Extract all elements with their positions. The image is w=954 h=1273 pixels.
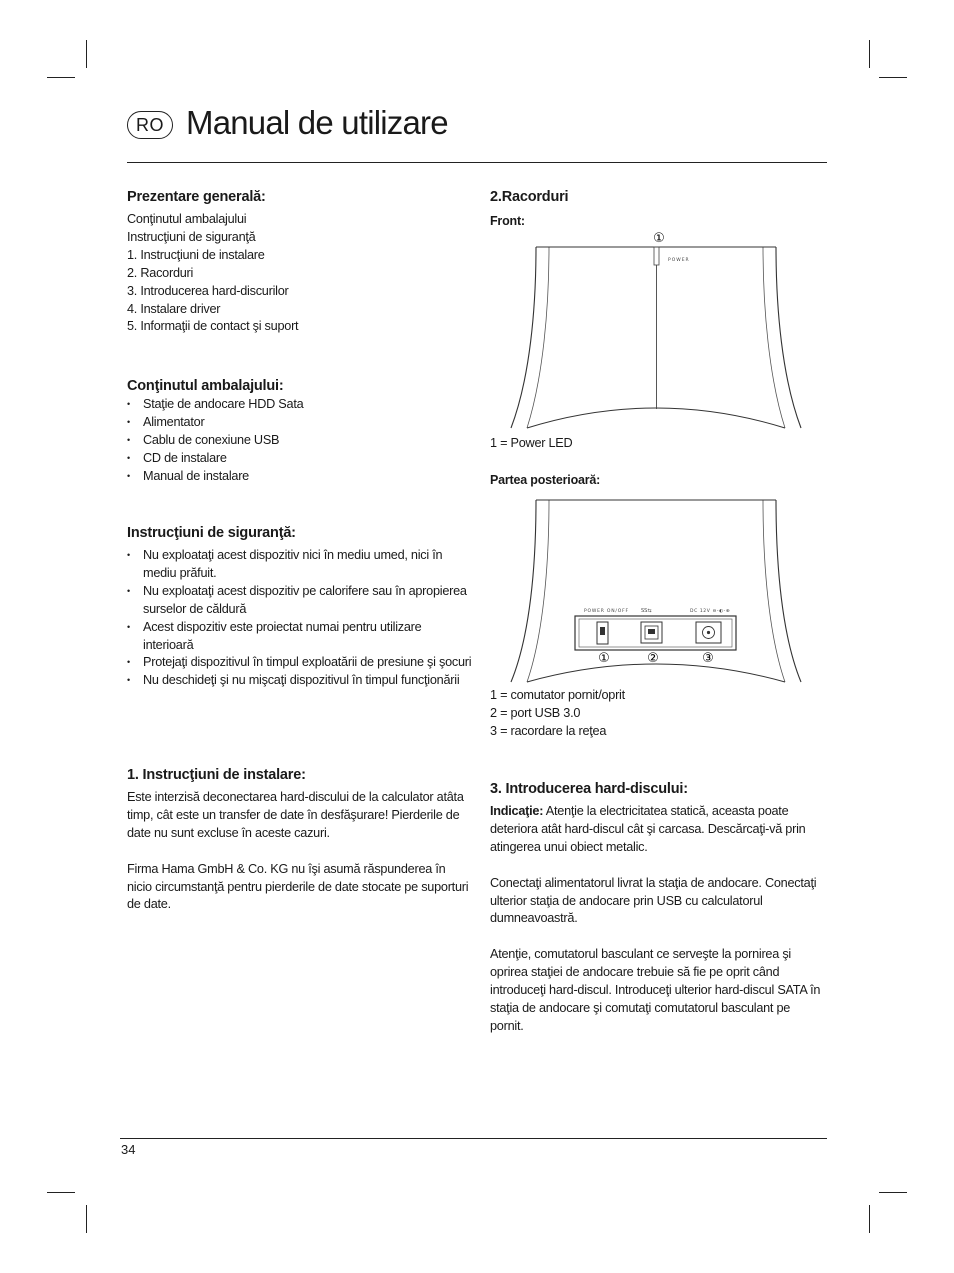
language-badge: RO <box>127 111 173 139</box>
overview-list <box>127 211 472 336</box>
rear-panel-label-power: POWER ON/OFF <box>584 609 629 614</box>
list-item: • Nu deschideţi şi nu mişcaţi dispozitivul în timpul funcţionării <box>127 672 472 690</box>
list-item: • Nu exploataţi acest dispozitiv pe calorifere sau în apropierea surselor de căldură <box>127 583 472 619</box>
front-marker: ① <box>653 231 665 246</box>
list-item: • Cablu de conexiune USB <box>127 432 472 450</box>
install-heading: 1. Instrucţiuni de instalare: <box>127 767 306 783</box>
safety-heading: Instrucţiuni de siguranţă: <box>127 525 296 541</box>
list-item: 5. Informaţii de contact şi suport <box>127 319 299 334</box>
crop-mark <box>86 1205 87 1233</box>
list-item: • Acest dispozitiv este proiectat numai pentru utilizare interioară <box>127 619 472 655</box>
install-section <box>127 765 472 914</box>
front-caption: 1 = Power LED <box>490 436 573 450</box>
hdd-heading: 3. Introducerea hard-discului: <box>490 781 688 797</box>
list-item: • Manual de instalare <box>127 468 472 486</box>
rear-panel-label-dc: DC 12V ⊖-◐-⊕ <box>690 609 731 614</box>
list-item: • CD de instalare <box>127 450 472 468</box>
rear-label-block <box>490 471 826 489</box>
crop-mark <box>47 1192 75 1193</box>
rear-marker-1: ① <box>598 651 610 666</box>
hdd-paragraph: Conectaţi alimentatorul livrat la staţia de andocare. Conectaţi ulterior staţia de andocare prin USB cu calculatorul dumneavoastră. <box>490 875 817 926</box>
list-item: 1. Instrucţiuni de instalare <box>127 247 265 262</box>
rear-caption: 3 = racordare la reţea <box>490 723 607 738</box>
list-item: 3. Introducerea hard-discurilor <box>127 283 289 298</box>
list-item: Conţinutul ambalajului <box>127 212 247 226</box>
crop-mark <box>86 40 87 68</box>
overview-heading: Prezentare generală: <box>127 189 266 205</box>
hdd-section <box>490 779 826 1036</box>
rear-marker-2: ② <box>647 651 659 666</box>
crop-mark <box>879 77 907 78</box>
rear-view-figure <box>500 496 812 684</box>
contents-heading: Conţinutul ambalajului: <box>127 378 284 394</box>
hdd-note <box>490 803 826 857</box>
note-label: Indicaţie: <box>490 804 544 818</box>
front-caption-block <box>490 435 826 453</box>
install-paragraph: Este interzisă deconectarea hard-discului de la calculator atâta timp, cât este un transfer de date în desfăşurare! Pierderile de date nu sunt excluse în aceste cazuri. <box>127 790 464 840</box>
crop-mark <box>879 1192 907 1193</box>
front-label: Front: <box>490 214 525 228</box>
note-text: Atenţie la electricitatea statică, aceasta poate deteriora atât hard-discul cât şi carcasa. Descărcaţi-vă prin atingerea unui obiect metalic. <box>490 804 806 854</box>
safety-section <box>127 523 472 690</box>
front-power-text: POWER <box>668 258 690 263</box>
crop-mark <box>47 77 75 78</box>
list-item: • Alimentator <box>127 414 472 432</box>
rear-caption: 1 = comutator pornit/oprit <box>490 688 625 702</box>
connections-heading: 2.Racorduri <box>490 189 569 205</box>
list-item: Instrucţiuni de siguranţă <box>127 229 256 244</box>
header-divider <box>127 162 827 163</box>
rear-caption-block <box>490 687 826 741</box>
list-item: • Protejaţi dispozitivul în timpul exploatării de presiune şi şocuri <box>127 654 472 672</box>
contents-list <box>127 396 472 486</box>
rear-label: Partea posterioară: <box>490 473 601 487</box>
list-item: • Nu exploataţi acest dispozitiv nici în mediu umed, nici în mediu prăfuit. <box>127 547 472 583</box>
contents-section <box>127 376 472 486</box>
connections-section <box>490 187 826 230</box>
front-view-figure <box>500 228 812 433</box>
safety-list <box>127 547 472 690</box>
crop-mark <box>869 40 870 68</box>
overview-section <box>127 187 472 336</box>
rear-panel-label-usb: SS⇆ <box>641 608 652 614</box>
list-item: 4. Instalare driver <box>127 301 221 316</box>
rear-caption: 2 = port USB 3.0 <box>490 705 581 720</box>
rear-marker-3: ③ <box>702 651 714 666</box>
page-number: 34 <box>121 1142 136 1157</box>
hdd-paragraph: Atenţie, comutatorul basculant ce serveşte la pornirea şi oprirea staţiei de andocare trebuie să fie pe oprit când introduceţi hard-discul. Introduceţi ulterior hard-discul SATA în staţia de andocare şi comutaţi comutatorul basculant pe pornit. <box>490 947 821 1033</box>
list-item: 2. Racorduri <box>127 265 194 280</box>
page-title: Manual de utilizare <box>186 104 448 141</box>
list-item: • Staţie de andocare HDD Sata <box>127 396 472 414</box>
disclaimer-paragraph: Firma Hama GmbH & Co. KG nu îşi asumă răspunderea în nicio circumstanţă pentru pierderile de date stocate pe suporturi de date. <box>127 861 469 912</box>
footer-divider <box>120 1138 827 1139</box>
crop-mark <box>869 1205 870 1233</box>
